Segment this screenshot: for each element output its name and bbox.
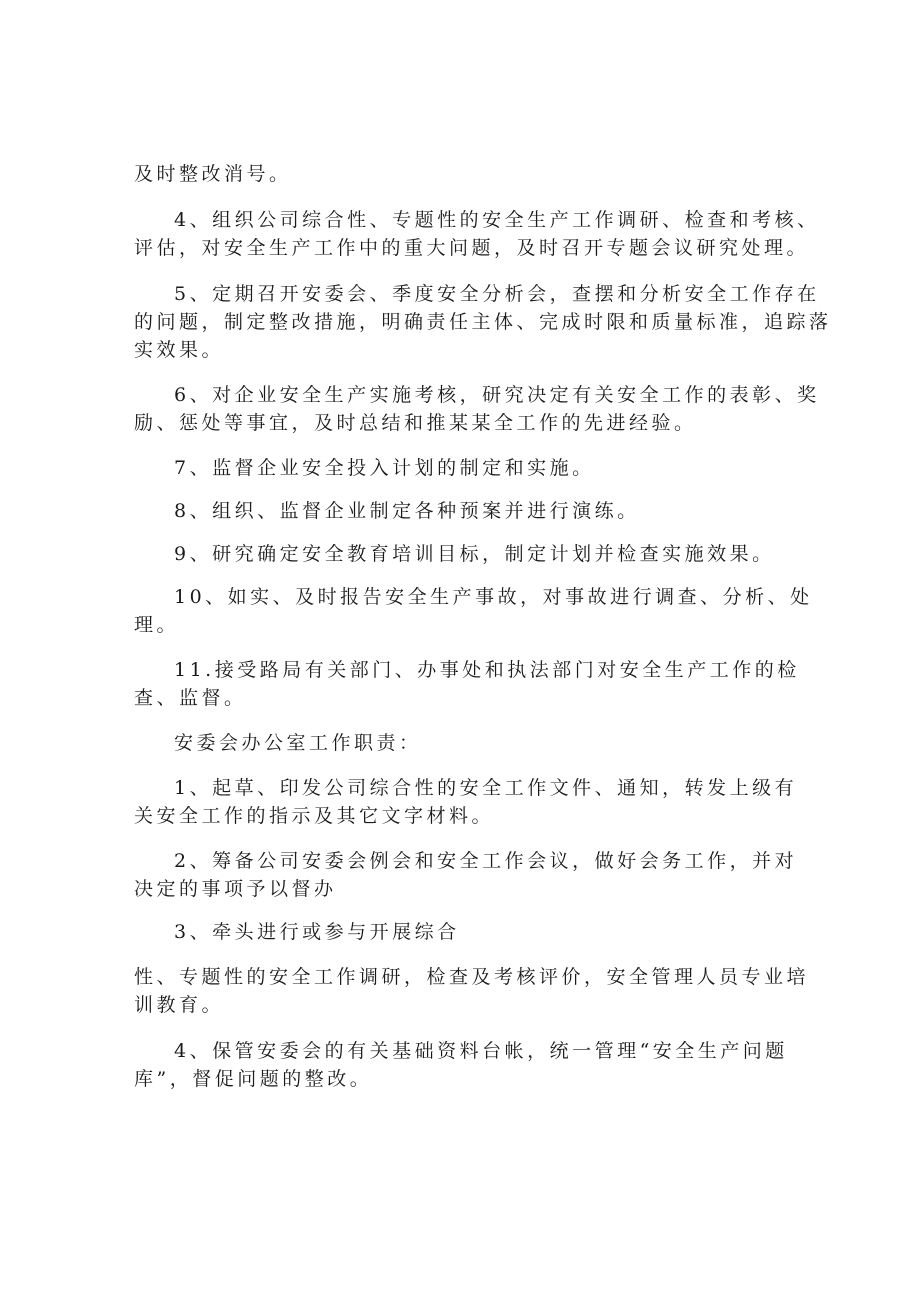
text-line: 6、对企业安全生产实施考核，研究决定有关安全工作的表彰、奖 [174, 384, 820, 406]
text-line: 11.接受路局有关部门、办事处和执法部门对安全生产工作的检 [174, 659, 800, 681]
text-line: 4、组织公司综合性、专题性的安全生产工作调研、检查和考核、 [174, 209, 820, 231]
text-line: 9、研究确定安全教育培训目标，制定计划并检查实施效果。 [174, 543, 775, 565]
text-line: 10、如实、及时报告安全生产事故，对事故进行调查、分析、处 [174, 586, 813, 608]
text-line: 性、专题性的安全工作调研，检查及考核评价，安全管理人员专业培 [134, 966, 810, 988]
text-line: 库”，督促问题的整改。 [134, 1068, 373, 1090]
text-line: 理。 [134, 614, 180, 636]
text-line: 训教育。 [134, 994, 225, 1016]
text-line: 决定的事项予以督办 [134, 878, 337, 900]
text-line: 2、筹备公司安委会例会和安全工作会议，做好会务工作，并对 [174, 850, 798, 872]
text-line: 实效果。 [134, 339, 225, 361]
text-line: 励、惩处等事宜，及时总结和推某某全工作的先进经验。 [134, 412, 697, 434]
text-line: 的问题，制定整改措施，明确责任主体、完成时限和质量标准，追踪落 [134, 311, 832, 333]
text-line: 1、起草、印发公司综合性的安全工作文件、通知，转发上级有 [174, 777, 798, 799]
section-heading: 安委会办公室工作职责： [174, 732, 422, 754]
text-line: 关安全工作的指示及其它文字材料。 [134, 805, 495, 827]
text-line: 及时整改消号。 [134, 163, 292, 185]
text-line: 7、监督企业安全投入计划的制定和实施。 [174, 457, 595, 479]
text-line: 4、保管安委会的有关基础资料台帐，统一管理“安全生产问题 [174, 1040, 788, 1062]
text-line: 评估，对安全生产工作中的重大问题，及时召开专题会议研究处理。 [134, 237, 810, 259]
text-line: 5、定期召开安委会、季度安全分析会，查摆和分析安全工作存在 [174, 283, 820, 305]
text-line: 3、牵头进行或参与开展综合 [174, 921, 460, 943]
text-line: 8、组织、监督企业制定各种预案并进行演练。 [174, 500, 640, 522]
text-line: 查、监督。 [134, 687, 247, 709]
